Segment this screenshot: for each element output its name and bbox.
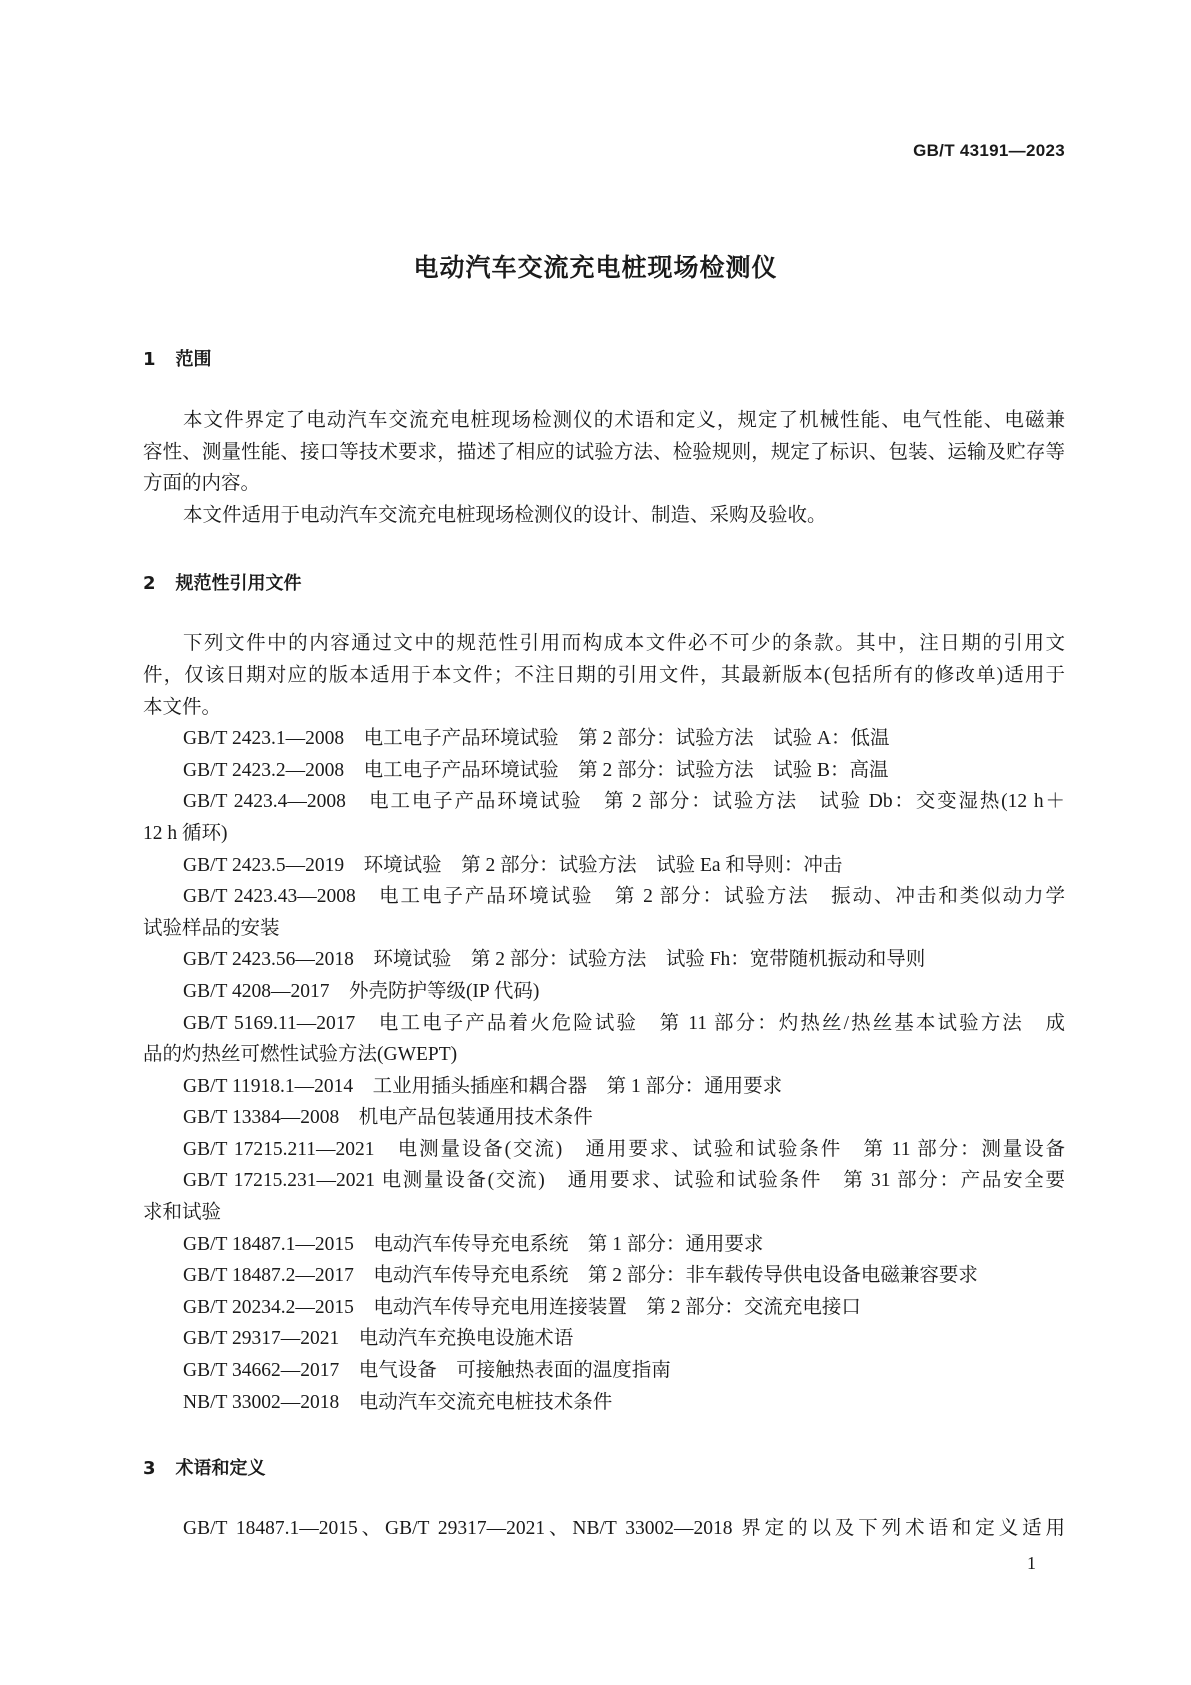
text-line: 本文件。 bbox=[143, 696, 222, 718]
text-line: GB/T 4208—2017 外壳防护等级(IP 代码) bbox=[183, 980, 540, 1002]
text-line: 方面的内容。 bbox=[143, 473, 261, 495]
text-line: 试验样品的安装 bbox=[143, 917, 280, 939]
text-line: GB/T 2423.5—2019 环境试验 第 2 部分：试验方法 试验 Ea 和导则：冲击 bbox=[183, 854, 843, 876]
text-line: 求和试验 bbox=[143, 1202, 222, 1224]
text-line: GB/T 18487.1—2015、GB/T 29317—2021、NB/T 33002—2018 界定的以及下列术语和定义适用 bbox=[183, 1518, 1065, 1540]
text-line: 本文件界定了电动汽车交流充电桩现场检测仪的术语和定义，规定了机械性能、电气性能、电磁兼 bbox=[183, 410, 1065, 431]
text-line: GB/T 2423.1—2008 电工电子产品环境试验 第 2 部分：试验方法 试验 A：低温 bbox=[183, 728, 890, 750]
text-line: GB/T 17215.231—2021 电测量设备(交流) 通用要求、试验和试验条件 第 31 部分：产品安全要 bbox=[183, 1170, 1065, 1192]
text-line: GB/T 11918.1—2014 工业用插头插座和耦合器 第 1 部分：通用要求 bbox=[183, 1075, 783, 1097]
text-line: GB/T 2423.4—2008 电工电子产品环境试验 第 2 部分：试验方法 试验 Db：交变湿热(12 h＋ bbox=[183, 791, 1065, 813]
section-heading-terms bbox=[143, 1454, 1065, 1484]
scope-paragraphs bbox=[143, 405, 1065, 531]
text-line: NB/T 33002—2018 电动汽车交流充电桩技术条件 bbox=[183, 1391, 613, 1413]
section-title: 范围 bbox=[175, 349, 212, 370]
section-number: 2 bbox=[143, 573, 156, 595]
text-line: GB/T 18487.2—2017 电动汽车传导充电系统 第 2 部分：非车载传导供电设备电磁兼容要求 bbox=[183, 1265, 978, 1287]
text-line: 本文件适用于电动汽车交流充电桩现场检测仪的设计、制造、采购及验收。 bbox=[183, 504, 827, 526]
text-line: GB/T 2423.43—2008 电工电子产品环境试验 第 2 部分：试验方法 振动、冲击和类似动力学 bbox=[183, 886, 1065, 908]
section-number: 1 bbox=[143, 349, 156, 370]
text-line: GB/T 13384—2008 机电产品包装通用技术条件 bbox=[183, 1107, 593, 1129]
section-heading-scope bbox=[143, 345, 1065, 375]
standard-code: GB/T 43191—2023 bbox=[913, 141, 1065, 160]
section-heading-normative-references bbox=[143, 569, 1065, 599]
section-title: 术语和定义 bbox=[175, 1458, 266, 1480]
text-line: 件，仅该日期对应的版本适用于本文件；不注日期的引用文件，其最新版本(包括所有的修改单)适用于 bbox=[143, 664, 1065, 686]
text-line: GB/T 17215.211—2021 电测量设备(交流) 通用要求、试验和试验条件 第 11 部分：测量设备 bbox=[183, 1138, 1065, 1160]
text-line: GB/T 34662—2017 电气设备 可接触热表面的温度指南 bbox=[183, 1360, 671, 1382]
text-line: 下列文件中的内容通过文中的规范性引用而构成本文件必不可少的条款。其中，注日期的引用文 bbox=[183, 633, 1065, 655]
document-body bbox=[143, 345, 1065, 1575]
text-line: GB/T 2423.2—2008 电工电子产品环境试验 第 2 部分：试验方法 试验 B：高温 bbox=[183, 759, 889, 781]
section-number: 3 bbox=[143, 1458, 156, 1480]
text-line: 容性、测量性能、接口等技术要求，描述了相应的试验方法、检验规则，规定了标识、包装、运输及贮存等 bbox=[143, 441, 1065, 463]
text-line: GB/T 18487.1—2015 电动汽车传导充电系统 第 1 部分：通用要求 bbox=[183, 1233, 764, 1255]
text-line: 品的灼热丝可燃性试验方法(GWEPT) bbox=[143, 1044, 458, 1066]
text-line: GB/T 20234.2—2015 电动汽车传导充电用连接装置 第 2 部分：交流充电接口 bbox=[183, 1296, 861, 1318]
document-title: 电动汽车交流充电桩现场检测仪 bbox=[413, 253, 778, 282]
normative-references-list bbox=[143, 628, 1065, 1418]
section-title: 规范性引用文件 bbox=[175, 573, 302, 595]
text-line: 12 h 循环) bbox=[143, 822, 228, 844]
text-line: GB/T 29317—2021 电动汽车充换电设施术语 bbox=[183, 1328, 574, 1350]
page-number: 1 bbox=[1027, 1552, 1036, 1573]
text-line: GB/T 5169.11—2017 电工电子产品着火危险试验 第 11 部分：灼热丝/热丝基本试验方法 成 bbox=[183, 1012, 1065, 1034]
text-line: GB/T 2423.56—2018 环境试验 第 2 部分：试验方法 试验 Fh：宽带随机振动和导则 bbox=[183, 949, 926, 971]
terms-paragraph bbox=[143, 1513, 1065, 1545]
